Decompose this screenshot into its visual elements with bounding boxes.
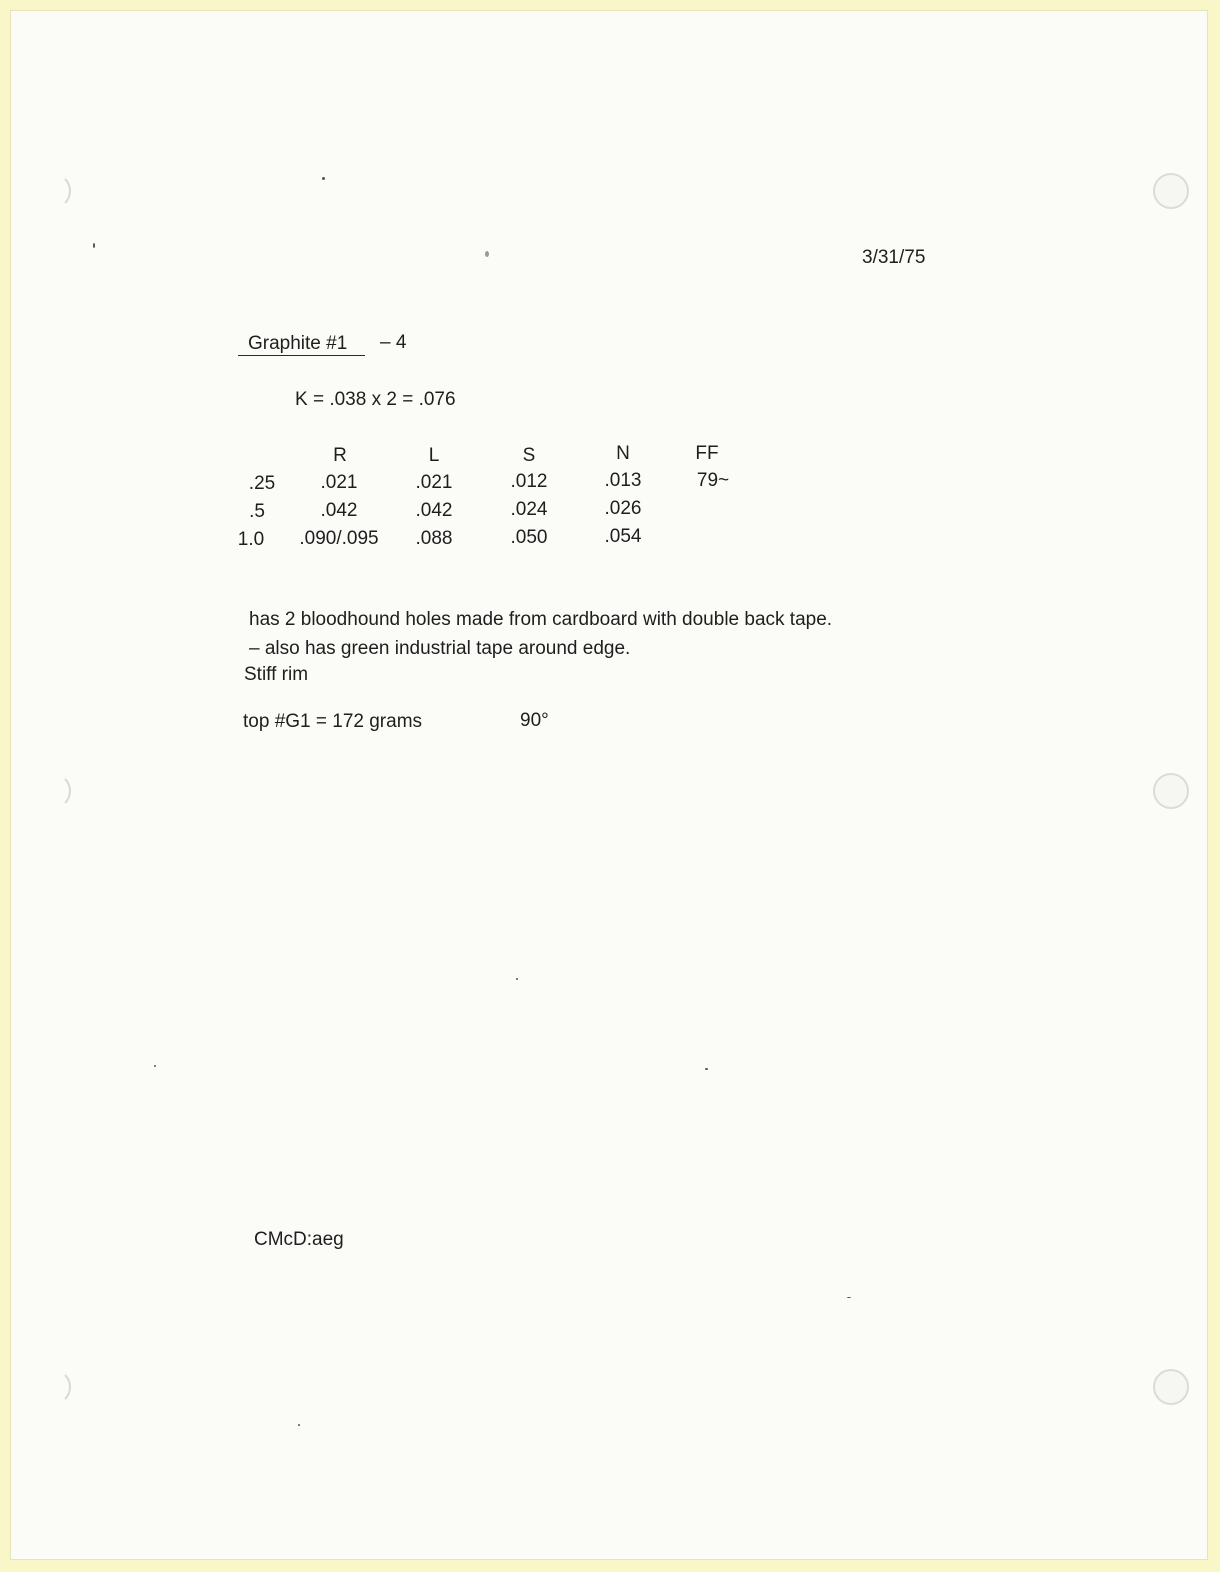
note-line: Stiff rim — [244, 664, 309, 685]
table-cell: .013 — [604, 470, 642, 491]
column-header-s: S — [522, 445, 536, 466]
row-label: 1.0 — [237, 529, 265, 550]
table-cell: .021 — [320, 472, 358, 493]
punch-hole-right-bottom — [1153, 1369, 1189, 1405]
note-line: has 2 bloodhound holes made from cardboard with double back tape. — [249, 609, 833, 630]
column-header-ff: FF — [695, 443, 719, 464]
row-label: .5 — [249, 501, 265, 522]
scan-speck — [298, 1424, 300, 1426]
table-cell: .042 — [320, 500, 358, 521]
scan-speck — [322, 177, 325, 180]
typist-initials: CMcD:aeg — [254, 1229, 344, 1250]
scan-speck — [705, 1068, 708, 1070]
punch-hole-left-middle — [35, 773, 71, 809]
punch-hole-right-middle — [1153, 773, 1189, 809]
column-header-n: N — [616, 443, 630, 464]
document-date: 3/31/75 — [862, 247, 926, 268]
table-cell: .024 — [510, 499, 548, 520]
note-line: – also has green industrial tape around edge. — [249, 638, 631, 659]
scan-speck — [154, 1065, 156, 1067]
scan-speck — [485, 251, 489, 257]
table-cell: .088 — [415, 528, 453, 549]
weight-line: top #G1 = 172 grams — [243, 711, 423, 732]
table-cell: .050 — [510, 527, 548, 548]
document-page — [10, 10, 1208, 1560]
punch-hole-right-top — [1153, 173, 1189, 209]
page-title: Graphite #1 — [238, 334, 365, 356]
table-cell: .021 — [415, 472, 453, 493]
punch-hole-left-top — [35, 173, 71, 209]
table-cell: .090/.095 — [299, 528, 379, 549]
table-cell: .026 — [604, 498, 642, 519]
scan-speck — [93, 243, 95, 248]
scan-speck — [847, 1297, 851, 1298]
table-cell: .054 — [604, 526, 642, 547]
column-header-l: L — [428, 445, 440, 466]
table-cell: 79~ — [696, 470, 730, 491]
scan-speck — [516, 978, 518, 980]
angle-value: 90° — [520, 710, 549, 731]
table-cell: .012 — [510, 471, 548, 492]
row-label: .25 — [248, 473, 276, 494]
k-formula: K = .038 x 2 = .076 — [295, 389, 456, 410]
title-suffix: – 4 — [380, 332, 407, 353]
punch-hole-left-bottom — [35, 1369, 71, 1405]
table-cell: .042 — [415, 500, 453, 521]
column-header-r: R — [333, 445, 347, 466]
